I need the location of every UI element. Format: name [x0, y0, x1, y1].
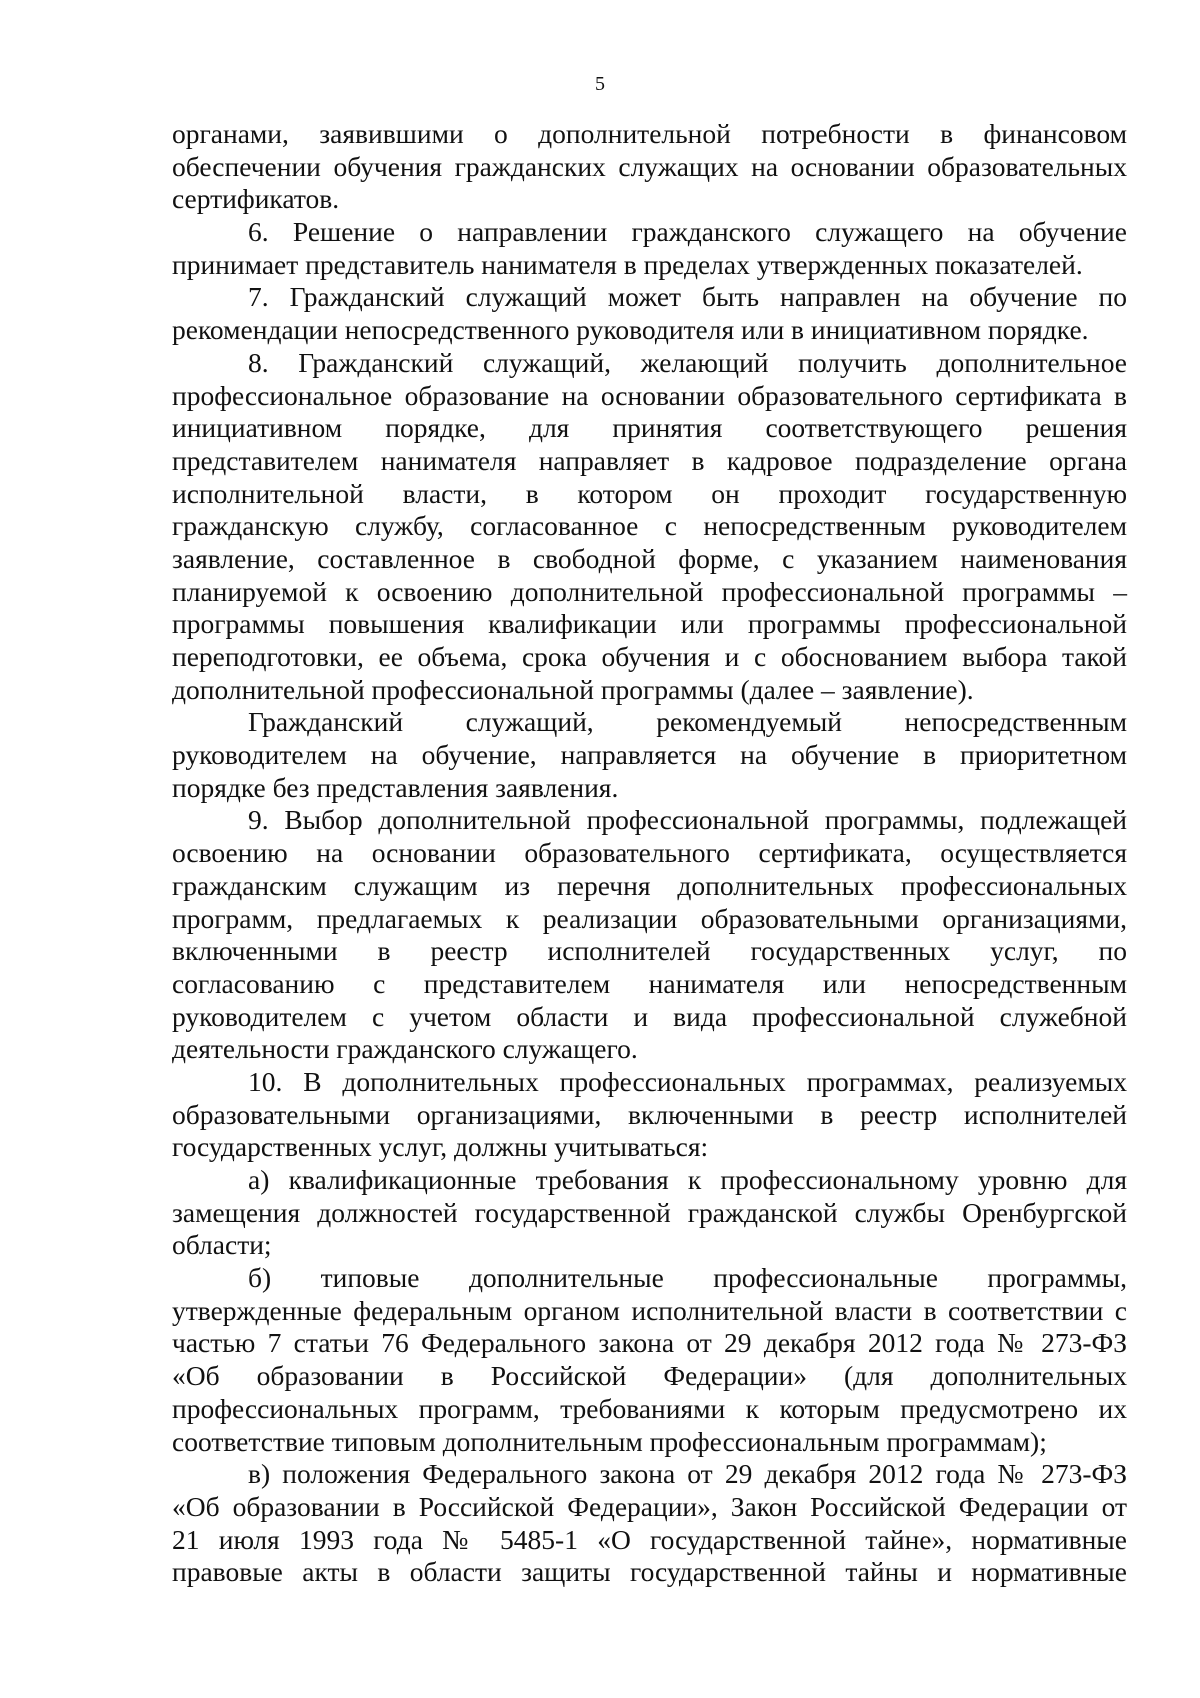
text-line: органами, заявившими о дополнительной потребности в финансовом: [172, 118, 1127, 149]
text-line: 6. Решение о направлении гражданского служащего на обучение: [248, 216, 1127, 248]
paragraph: [172, 1262, 1127, 1458]
text-line: представителем нанимателя направляет в кадровое подразделение органа: [172, 444, 1127, 476]
text-line: принимает представитель нанимателя в пределах утвержденных показателей.: [172, 248, 1083, 280]
text-line: замещения должностей государственной гражданской службы Оренбургской: [172, 1196, 1127, 1228]
text-line: инициативном порядке, для принятия соответствующего решения: [172, 412, 1127, 444]
text-line: руководителем на обучение, направляется на обучение в приоритетном: [172, 739, 1127, 771]
paragraph: [172, 706, 1127, 804]
text-line: 9. Выбор дополнительной профессиональной программы, подлежащей: [248, 804, 1127, 836]
text-line: 10. В дополнительных профессиональных программах, реализуемых: [248, 1065, 1127, 1097]
paragraph: [172, 804, 1127, 1066]
paragraph: [172, 216, 1127, 281]
text-line: профессиональных программ, требованиями к которым предусмотрено их: [172, 1392, 1127, 1424]
text-line: сертификатов.: [172, 183, 340, 215]
text-line: гражданским служащим из перечня дополнительных профессиональных: [172, 869, 1127, 901]
text-line: программы повышения квалификации или программы профессиональной: [172, 608, 1127, 640]
paragraph: [172, 118, 1127, 216]
text-line: исполнительной власти, в котором он проходит государственную: [172, 477, 1127, 509]
text-line: 21 июля 1993 года № 5485-1 «О государственной тайне», нормативные: [172, 1523, 1127, 1555]
text-line: «Об образовании в Российской Федерации», Закон Российской Федерации от: [172, 1490, 1127, 1522]
page-number: 5: [595, 73, 605, 95]
text-line: рекомендации непосредственного руководителя или в инициативном порядке.: [172, 314, 1089, 346]
text-line: освоению на основании образовательного сертификата, осуществляется: [172, 837, 1127, 869]
text-line: б) типовые дополнительные профессиональные программы,: [248, 1262, 1127, 1294]
text-line: гражданскую службу, согласованное с непосредственным руководителем: [172, 510, 1127, 542]
text-line: а) квалификационные требования к профессиональному уровню для: [248, 1164, 1127, 1195]
text-line: руководителем с учетом области и вида профессиональной служебной: [172, 1000, 1127, 1032]
text-line: планируемой к освоению дополнительной профессиональной программы –: [172, 575, 1127, 607]
text-line: в) положения Федерального закона от 29 декабря 2012 года № 273-ФЗ: [248, 1458, 1127, 1490]
paragraph: [172, 347, 1127, 707]
text-line: согласованию с представителем нанимателя или непосредственным: [172, 967, 1127, 999]
paragraph: [172, 281, 1127, 346]
text-line: порядке без представления заявления.: [172, 771, 619, 803]
text-line: 8. Гражданский служащий, желающий получить дополнительное: [248, 346, 1127, 378]
paragraph: [172, 1458, 1127, 1589]
text-line: утвержденные федеральным органом исполнительной власти в соответствии с: [172, 1294, 1127, 1326]
text-line: частью 7 статьи 76 Федерального закона от 29 декабря 2012 года № 273-ФЗ: [172, 1327, 1127, 1359]
paragraph: [172, 1066, 1127, 1164]
text-line: правовые акты в области защиты государственной тайны и нормативные: [172, 1556, 1127, 1588]
text-line: «Об образовании в Российской Федерации» (для дополнительных: [172, 1360, 1127, 1392]
text-line: профессиональное образование на основании образовательного сертификата в: [172, 379, 1127, 411]
text-line: обеспечении обучения гражданских служащих на основании образовательных: [172, 150, 1127, 182]
text-line: включенными в реестр исполнителей государственных услуг, по: [172, 935, 1127, 967]
text-line: государственных услуг, должны учитываться:: [172, 1131, 709, 1163]
text-line: 7. Гражданский служащий может быть направлен на обучение по: [248, 281, 1127, 313]
text-line: деятельности гражданского служащего.: [172, 1033, 638, 1065]
document-body: [172, 118, 1127, 1589]
text-line: области;: [172, 1229, 272, 1261]
text-line: программ, предлагаемых к реализации образовательными организациями,: [172, 902, 1127, 934]
text-line: заявление, составленное в свободной форме, с указанием наименования: [172, 542, 1127, 574]
text-line: переподготовки, ее объема, срока обучения и с обоснованием выбора такой: [172, 641, 1127, 672]
text-line: дополнительной профессиональной программы (далее – заявление).: [172, 673, 974, 705]
paragraph: [172, 1164, 1127, 1262]
text-line: Гражданский служащий, рекомендуемый непосредственным: [248, 706, 1127, 738]
text-line: соответствие типовым дополнительным профессиональным программам);: [172, 1425, 1047, 1457]
text-line: образовательными организациями, включенными в реестр исполнителей: [172, 1098, 1127, 1130]
